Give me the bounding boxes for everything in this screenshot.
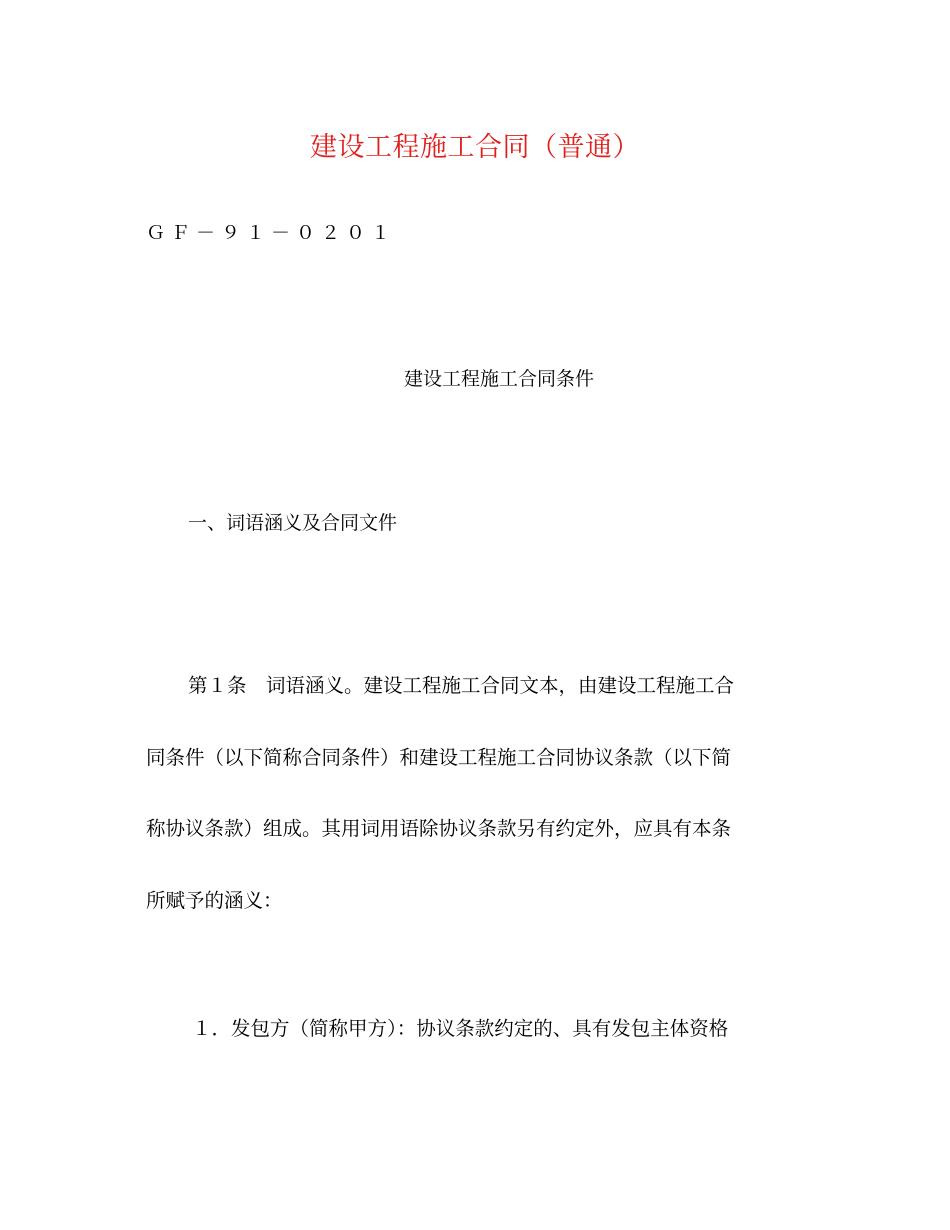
definition-item-1: １．发包方（简称甲方）：协议条款约定的、具有发包主体资格 [192, 1017, 729, 1040]
article-line: 第１条 词语涵义。建设工程施工合同文本，由建设工程施工合 [188, 674, 735, 697]
section-heading: 一、词语涵义及合同文件 [188, 512, 398, 534]
document-subtitle: 建设工程施工合同条件 [404, 368, 595, 390]
article-line: 称协议条款）组成。其用词用语除协议条款另有约定外，应具有本条 [146, 817, 732, 840]
document-title: 建设工程施工合同（普通） [310, 132, 640, 163]
article-line: 所赋予的涵义： [146, 888, 283, 912]
article-line: 同条件（以下简称合同条件）和建设工程施工合同协议条款（以下简 [146, 745, 732, 769]
document-code: ＧＦ－９１－０２０１ [146, 222, 397, 244]
article-1-paragraph [146, 650, 796, 936]
